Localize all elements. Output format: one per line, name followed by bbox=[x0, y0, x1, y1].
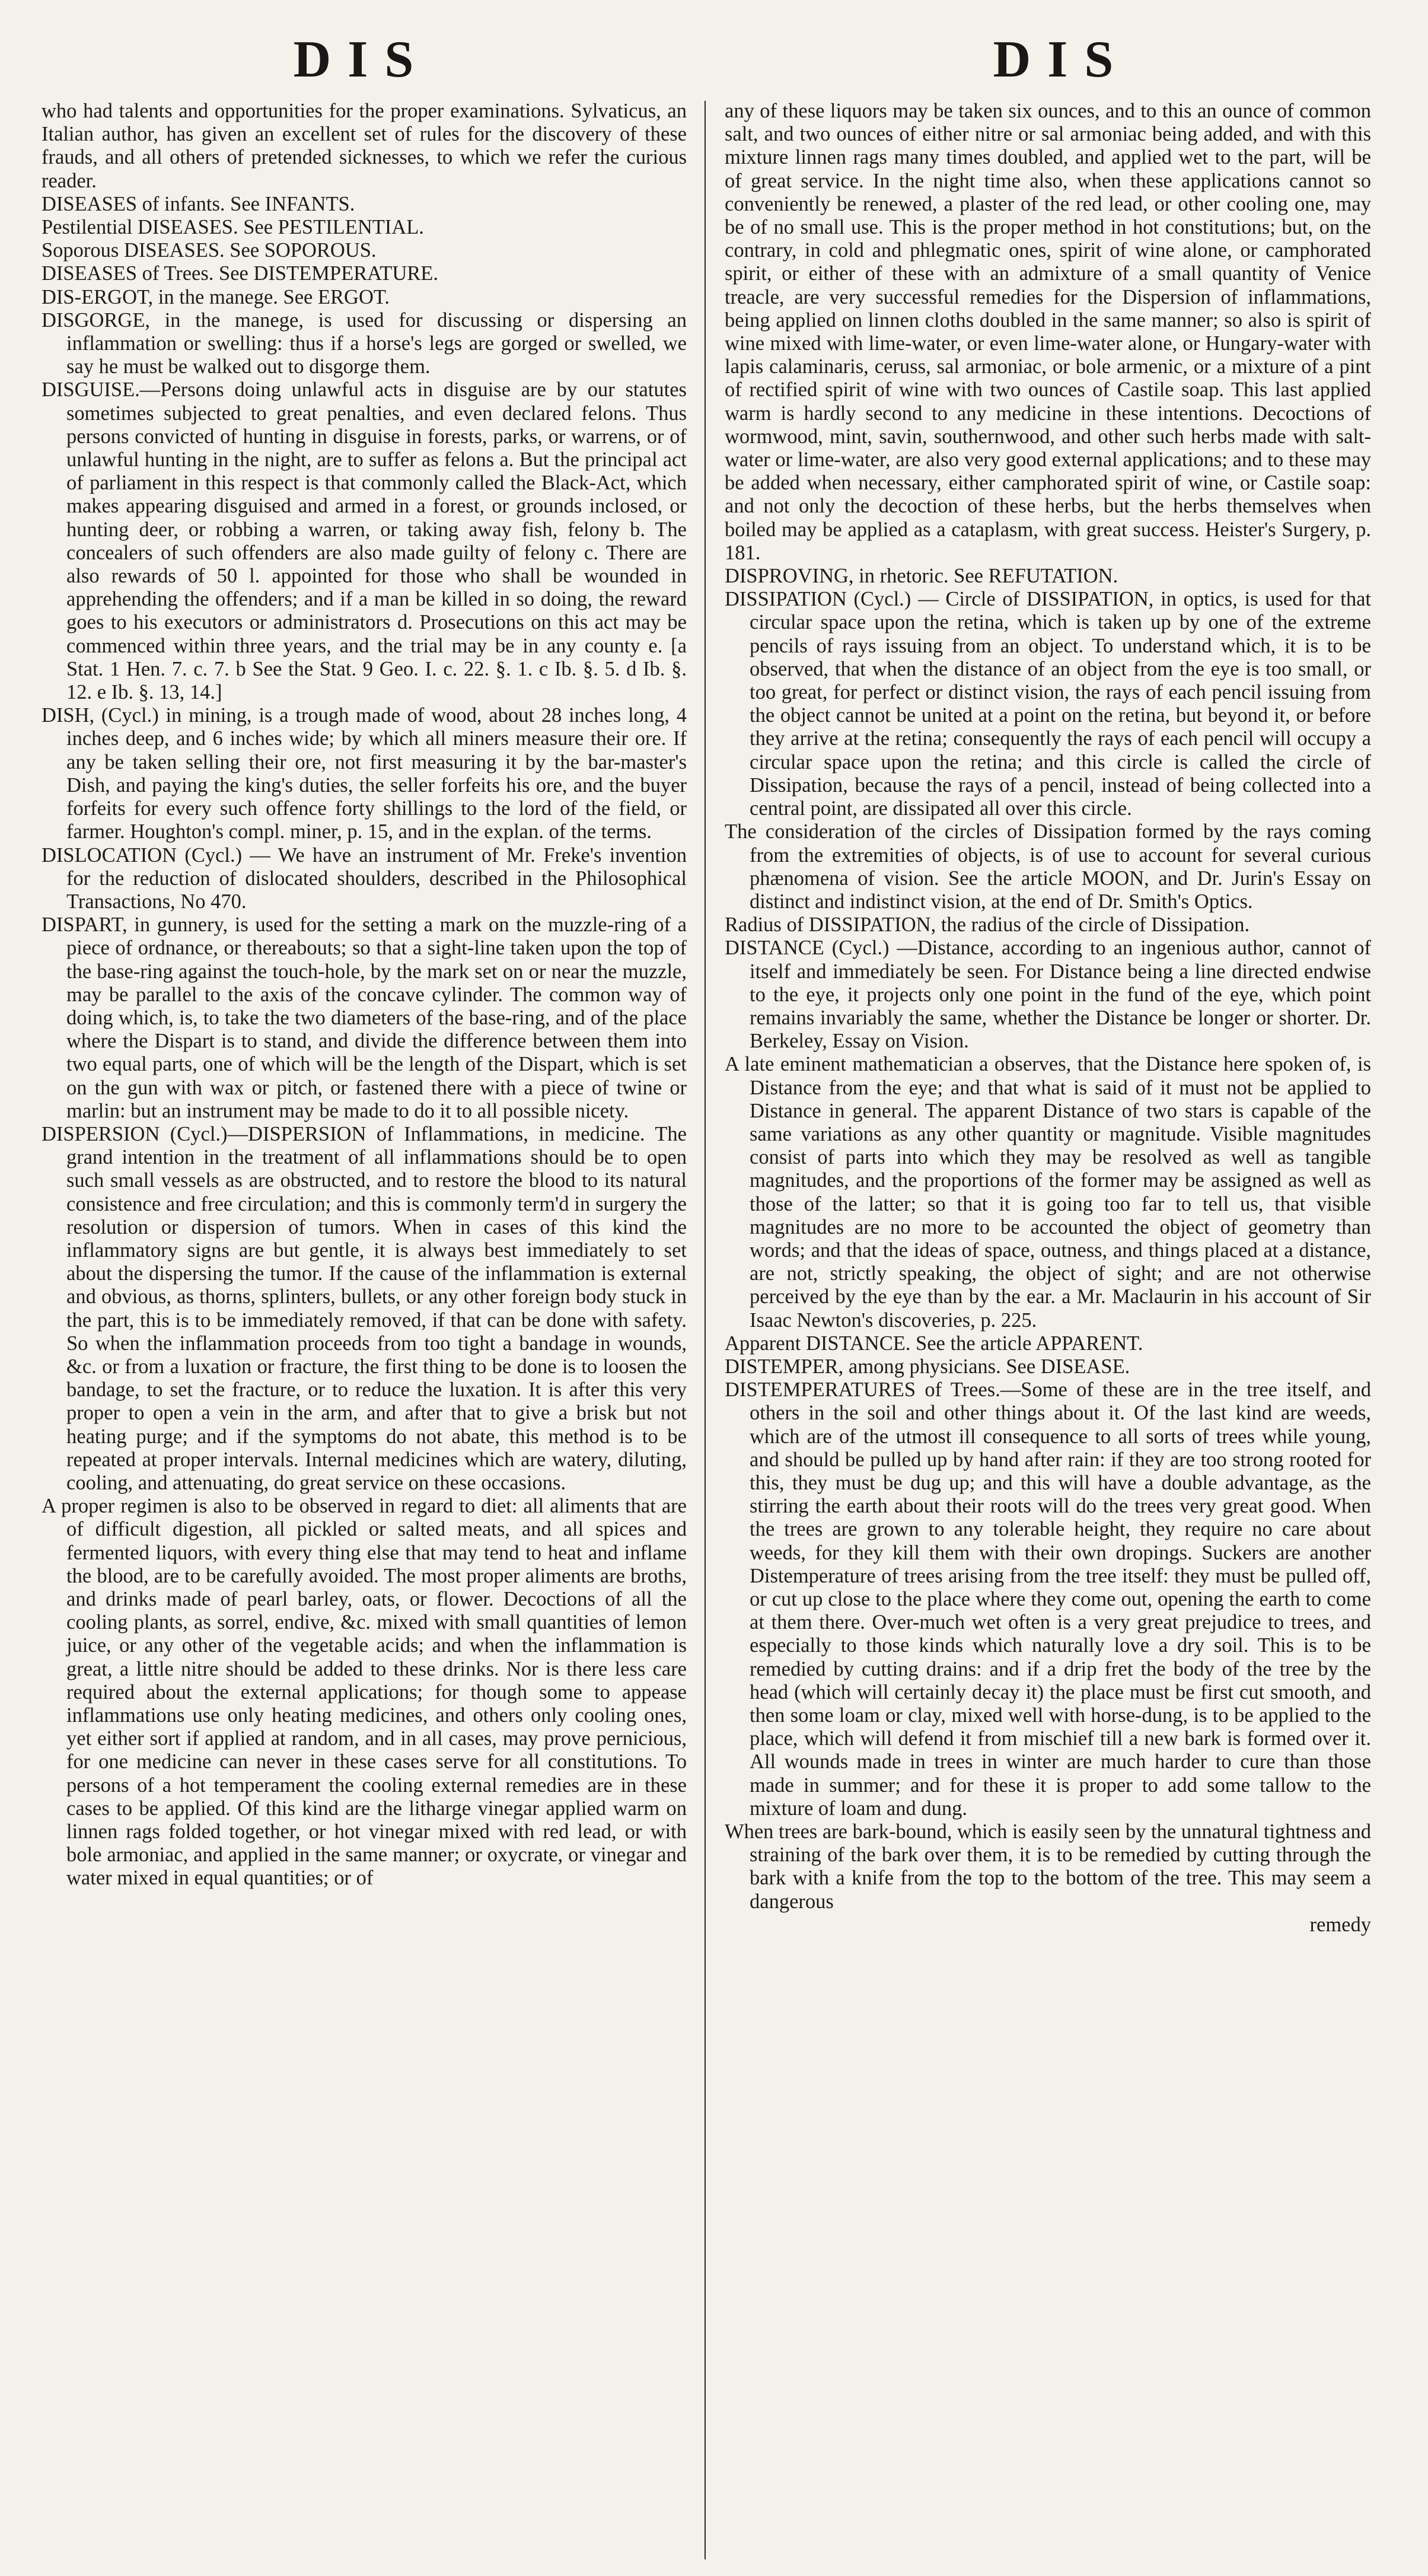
paragraph: When trees are bark-bound, which is easily seen by the unnatural tightness and straining of the bark over them, it is to be remedied by cutting through the bark with a knife from the top to the bottom of the tree. This may seem a dangerous bbox=[725, 1820, 1371, 1913]
entry: DISPART, in gunnery, is used for the setting a mark on the muzzle-ring of a piece of ordnance, or thereabouts; so that a sight-line taken upon the top of the base-ring against the touch-hole, by the mark set on or near the muzzle, may be parallel to the axis of the concave cylinder. The common way of doing which, is, to take the two diameters of the base-ring, and of the place where the Dispart is to stand, and divide the difference between them into two equal parts, one of which will be the length of the Dispart, which is set on the gun with wax or pitch, or fastened there with a piece of twine or marlin: but an instrument may be made to do it to all possible nicety. bbox=[42, 913, 687, 1122]
entry: Apparent DISTANCE. See the article APPARENT. bbox=[725, 1332, 1143, 1355]
entry: DISLOCATION (Cycl.) — We have an instrument of Mr. Freke's invention for the reduction of dislocated shoulders, described in the Philosophical Transactions, No 470. bbox=[42, 843, 687, 913]
running-head-right: DIS bbox=[993, 31, 1130, 88]
entry: Soporous DISEASES. See SOPOROUS. bbox=[42, 239, 377, 262]
entry: DISTEMPER, among physicians. See DISEASE. bbox=[725, 1355, 1130, 1378]
paragraph: The consideration of the circles of Dissipation formed by the rays coming from the extremities of objects, is of use to account for several curious phænomena of vision. See the article MOON, and Dr. Jurin's Essay on distinct and indistinct vision, at the end of Dr. Smith's Optics. bbox=[725, 820, 1371, 913]
paragraph: who had talents and opportunities for the proper examinations. Sylvaticus, an Italian author, has given an excellent set of rules for the discovery of these frauds, and all others of pretended sicknesses, to which we refer the curious reader. bbox=[42, 100, 687, 192]
entry: Radius of DISSIPATION, the radius of the circle of Dissipation. bbox=[725, 913, 1250, 937]
paragraph: A proper regimen is also to be observed in regard to diet: all aliments that are of difficult digestion, all pickled or salted meats, and all spices and fermented liquors, with every thing else that may tend to heat and inflame the blood, are to be carefully avoided. The most proper aliments are broths, and drinks made of pearl barley, oats, or flower. Decoctions of all the cooling plants, as sorrel, endive, &c. mixed with small quantities of lemon juice, or any other of the vegetable acids; and when the inflammation is great, a little nitre should be added to these drinks. Nor is there less care required about the external applications; for though some to appease inflammations use only heating medicines, and others only cooling ones, yet either sort if applied at random, and in all cases, may prove pernicious, for one medicine can never in these cases serve for all constitutions. To persons of a hot temperament the cooling external remedies are in these cases to be applied. Of this kind are the litharge vinegar applied warm on linnen rags folded together, or hot vinegar mixed with red lead, or with bole armoniac, and applied in the same manner; or oxycrate, or vinegar and water mixed in equal quantities; or of bbox=[42, 1495, 687, 1890]
entry: DISEASES of Trees. See DISTEMPERATURE. bbox=[42, 262, 438, 285]
entry: DISEASES of infants. See INFANTS. bbox=[42, 192, 355, 215]
column-divider bbox=[705, 101, 706, 2559]
entry: Pestilential DISEASES. See PESTILENTIAL. bbox=[42, 216, 424, 239]
entry: DISGUISE.—Persons doing unlawful acts in disguise are by our statutes sometimes subjected to great penalties, and even declared felons. Thus persons convicted of hunting in disguise in forests, parks, or warrens, or of unlawful hunting in the night, are to suffer as felons a. But the principal act of parliament in this respect is that commonly called the Black-Act, which makes appearing disguised and armed in a forest, or grounds inclosed, or hunting deer, or robbing a warren, or taking away fish, felony b. The concealers of such offenders are also made guilty of felony c. There are also rewards of 50 l. appointed for those who shall be wounded in apprehending the offenders; and if a man be killed in so doing, the reward goes to his executors or administrators d. Prosecutions on this act may be commenced within three years, and the trial may be in any county e. [a Stat. 1 Hen. 7. c. 7. b See the Stat. 9 Geo. I. c. 22. §. 1. c Ib. §. 5. d Ib. §. 12. e Ib. §. 13, 14.] bbox=[42, 378, 687, 704]
entry: DISH, (Cycl.) in mining, is a trough made of wood, about 28 inches long, 4 inches deep, and 6 inches wide; by which all miners measure their ore. If any be taken selling their ore, not first measuring it by the bar-master's Dish, and paying the king's duties, the seller forfeits his ore, and the buyer forfeits for every such offence forty shillings to the lord of the field, or farmer. Houghton's compl. miner, p. 15, and in the explan. of the terms. bbox=[42, 704, 687, 843]
paragraph: any of these liquors may be taken six ounces, and to this an ounce of common salt, and two ounces of either nitre or sal armoniac being added, and with this mixture linnen rags many times doubled, and applied wet to the part, will be of great service. In the night time also, when these applications cannot so conveniently be renewed, a plaster of the red lead, or other cooling one, may be of no small use. This is the proper method in hot constitutions; but, on the contrary, in cold and phlegmatic ones, spirit of wine alone, or camphorated spirit, or either of these with an admixture of a small quantity of Venice treacle, are very successful remedies for the Dispersion of inflammations, being applied on linnen cloths doubled in the same manner; so also is spirit of wine mixed with lime-water, or even lime-water alone, or Hungary-water with lapis calaminaris, ceruss, sal armoniac, or bole armenic, or a mixture of a pint of rectified spirit of wine with two ounces of Castile soap. This last applied warm is hardly second to any medicine in these intentions. Decoctions of wormwood, mint, savin, southernwood, and other such herbs made with salt-water or lime-water, are also very good external applications; and to these may be added when necessary, either camphorated spirit of wine, or Castile soap: and not only the decoction of these herbs, but the herbs themselves when boiled may be applied as a cataplasm, with great success. Heister's Surgery, p. 181. bbox=[725, 100, 1371, 564]
catchword: remedy bbox=[1309, 1913, 1371, 1936]
entry: DISPROVING, in rhetoric. See REFUTATION. bbox=[725, 565, 1118, 588]
entry: DISTEMPERATURES of Trees.—Some of these are in the tree itself, and others in the soil and other things about it. Of the last kind are weeds, which are of the utmost ill consequence to all sorts of trees while young, and should be pulled up by hand after rain: if they are too strong rooted for this, they must be dug up; and this will have a double advantage, as the stirring the earth about their roots will do the trees very great good. When the trees are grown to any tolerable height, they require no care about weeds, for they kill them with their own dropings. Suckers are another Distemperature of trees arising from the tree itself: they must be pulled off, or cut up close to the place where they come out, opening the earth to come at them there. Over-much wet often is a very great prejudice to trees, and especially to those kinds which naturally love a dry soil. This is to be remedied by cutting drains: and if a drip fret the body of the tree by the head (which will certainly decay it) the place must be first cut smooth, and then some loam or clay, mixed well with horse-dung, is to be applied to the place, which will defend it from mischief till a new bark is formed over it. All wounds made in trees in winter are much harder to cure than those made in summer; and for these it is proper to add some tallow to the mixture of loam and dung. bbox=[725, 1378, 1371, 1820]
entry: DISSIPATION (Cycl.) — Circle of DISSIPATION, in optics, is used for that circular space upon the retina, which is taken up by one of the extreme pencils of rays issuing from an object. To understand which, it is to be observed, that when the distance of an object from the eye is too small, or too great, for perfect or distinct vision, the rays of each pencil issuing from the object cannot be united at a point on the retina, but beyond it, or before they arrive at the retina; consequently the rays of each pencil will occupy a circular space upon the retina; and this circle is called the circle of Dissipation, because the rays of a pencil, instead of being collected into a central point, are dissipated all over this circle. bbox=[725, 588, 1371, 820]
right-column bbox=[725, 100, 1371, 2567]
entry: DIS-ERGOT, in the manege. See ERGOT. bbox=[42, 285, 390, 308]
running-head-left: DIS bbox=[293, 31, 431, 88]
entry: DISPERSION (Cycl.)—DISPERSION of Inflammations, in medicine. The grand intention in the treatment of all inflammations should be to open such small vessels as are obstructed, and to restore the blood to its natural consistence and free circulation; and this is commonly term'd in surgery the resolution or dispersion of tumors. When in cases of this kind the inflammatory signs are but gentle, it is always best immediately to set about the dispersing the tumor. If the cause of the inflammation is external and obvious, as thorns, splinters, bullets, or any other foreign body stuck in the part, this is to be immediately removed, if that can be done with safety. So when the inflammation proceeds from too tight a bandage in wounds, &c. or from a luxation or fracture, the first thing to be done is to loosen the bandage, to set the fracture, or to reduce the luxation. It is after this very proper to open a vein in the arm, and after that to give a brisk but not heating purge; and if the symptoms do not abate, this method is to be repeated at proper intervals. Internal medicines which are watery, diluting, cooling, and attenuating, do great service on these occasions. bbox=[42, 1122, 687, 1494]
entry: DISTANCE (Cycl.) —Distance, according to an ingenious author, cannot of itself and immediately be seen. For Distance being a line directed endwise to the eye, it projects only one point in the fund of the eye, which point remains invariably the same, whether the Distance be longer or shorter. Dr. Berkeley, Essay on Vision. bbox=[725, 937, 1371, 1053]
paragraph: A late eminent mathematician a observes, that the Distance here spoken of, is Distance from the eye; and that what is said of it must not be applied to Distance in general. The apparent Distance of two stars is capable of the same variations as any other quantity or magnitude. Visible magnitudes consist of parts into which they may be resolved as well as tangible magnitudes, and the proportions of the former may be assigned as well as those of the latter; so that it is going too far to tell us, that visible magnitudes are no more to be accounted the object of geometry than words; and that the ideas of space, outness, and things placed at a distance, are not, strictly speaking, the object of sight; and are not otherwise perceived by the eye than by the ear. a Mr. Maclaurin in his account of Sir Isaac Newton's discoveries, p. 225. bbox=[725, 1053, 1371, 1332]
entry: DISGORGE, in the manege, is used for discussing or dispersing an inflammation or swelling: thus if a horse's legs are gorged or swelled, we say he must be walked out to disgorge them. bbox=[42, 308, 687, 378]
left-column bbox=[42, 100, 687, 2567]
